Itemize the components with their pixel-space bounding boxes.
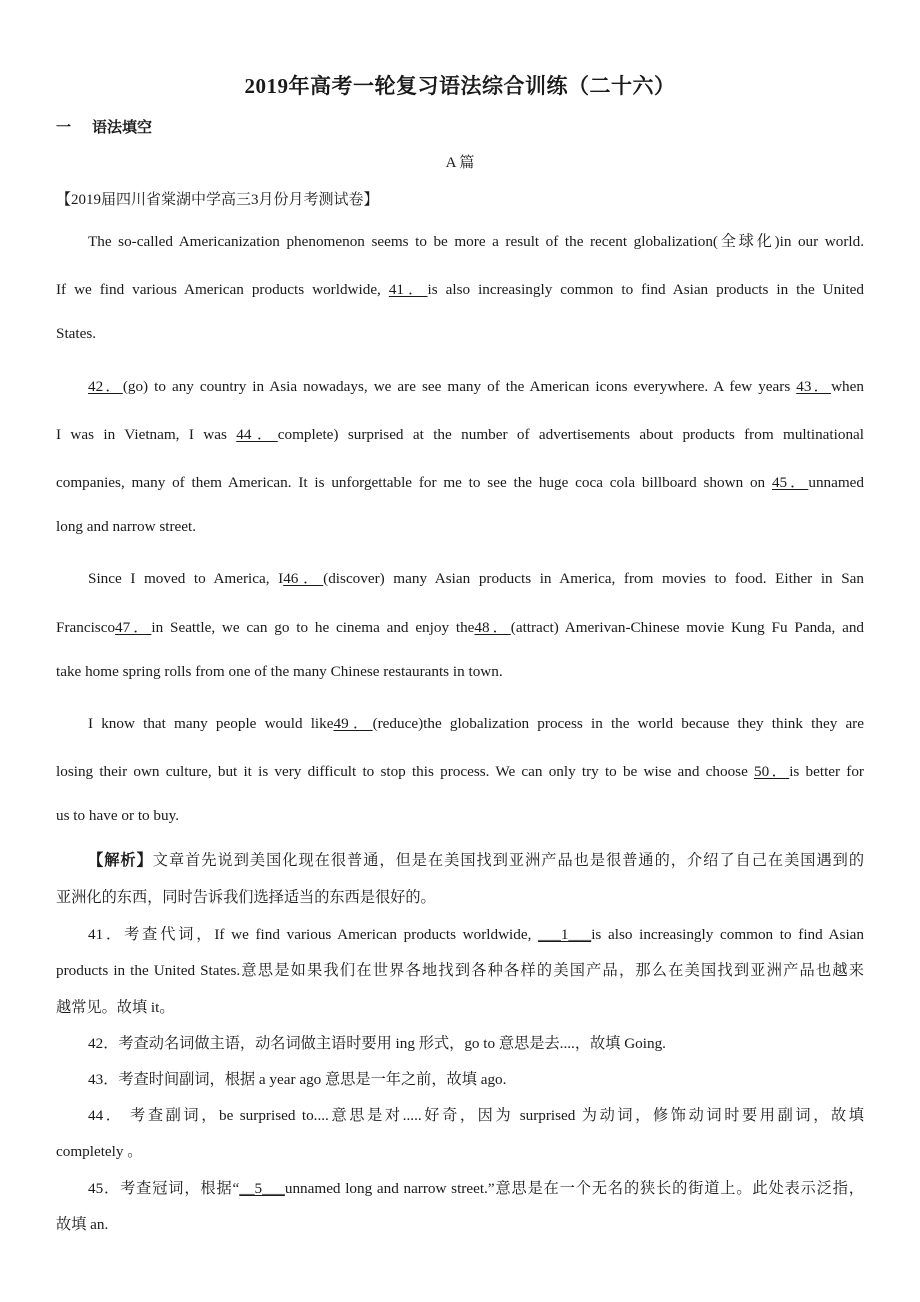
passage-p1-line1: The so-called Americanization phenomenon seems to be more a result of the recent globalization(全球化)in our world. bbox=[88, 233, 864, 250]
passage-p2-line2: I was in Vietnam, I was 44．complete) surprised at the number of advertisements about products from multinational bbox=[56, 426, 865, 443]
analysis-blank-5: __5___ bbox=[239, 1180, 285, 1197]
blank-44: 44． bbox=[236, 426, 278, 443]
passage-p2-line3: companies, many of them American. It is unforgettable for me to see the huge coca cola billboard shown on 45．unnamed bbox=[56, 474, 865, 491]
section-heading bbox=[56, 116, 152, 137]
passage-p3-line2: Francisco47．in Seattle, we can go to he cinema and enjoy the48．(attract) Amerivan-Chinese movie Kung Fu Panda, and bbox=[56, 619, 865, 636]
analysis-42: 42．考查动名词做主语，动名词做主语时要用 ing 形式，go to 意思是去....，故填 Going. bbox=[88, 1035, 666, 1052]
passage-p3-line3: take home spring rolls from one of the many Chinese restaurants in town. bbox=[56, 663, 503, 680]
blank-46: 46． bbox=[283, 570, 324, 587]
section-label: 语法填空 bbox=[92, 120, 153, 136]
analysis-tag: 【解析】 bbox=[88, 852, 153, 869]
passage-p1-line2: If we find various American products worldwide, 41．is also increasingly common to find Asian products in the United bbox=[56, 281, 865, 298]
analysis-45-line2: 故填 an. bbox=[56, 1216, 109, 1233]
page-title: 2019年高考一轮复习语法综合训练（二十六） bbox=[244, 74, 676, 98]
passage-p4-line2: losing their own culture, but it is very difficult to stop this process. We can only try to be wise and choose 50．is better for bbox=[56, 763, 864, 780]
blank-41: 41． bbox=[388, 281, 428, 298]
analysis-blank-1: ___1___ bbox=[538, 926, 592, 943]
blank-49: 49． bbox=[333, 715, 373, 732]
blank-45: 45． bbox=[771, 474, 809, 491]
passage-p4-line3: us to have or to buy. bbox=[56, 807, 180, 824]
analysis-41-line2: products in the United States.意思是如果我们在世界各地找到各种各样的美国产品，那么在美国找到亚洲产品也越来 bbox=[56, 962, 864, 979]
analysis-45-line1: 45．考查冠词，根据“__5___unnamed long and narrow street.”意思是在一个无名的狭长的街道上。此处表示泛指， bbox=[88, 1180, 864, 1197]
analysis-41-line3: 越常见。故填 it。 bbox=[56, 999, 175, 1016]
analysis-41-line1: 41．考查代词，If we find various American products worldwide, ___1___is also increasingly common to find Asian bbox=[88, 926, 864, 943]
section-number: 一 bbox=[56, 120, 72, 136]
blank-47: 47． bbox=[115, 619, 152, 636]
blank-42: 42． bbox=[88, 378, 123, 395]
passage-p3-line1: Since I moved to America, I46．(discover) many Asian products in America, from movies to food. Either in San bbox=[88, 570, 865, 587]
passage-p4-line1: I know that many people would like49．(reduce)the globalization process in the world because they think they are bbox=[88, 715, 864, 732]
analysis-44-line2: completely 。 bbox=[56, 1143, 143, 1160]
blank-48: 48． bbox=[474, 619, 511, 636]
analysis-intro-line1: 【解析】文章首先说到美国化现在很普通，但是在美国找到亚洲产品也是很普通的，介绍了自己在美国遇到的 bbox=[88, 852, 864, 869]
passage-p1-line3: States. bbox=[56, 325, 97, 342]
passage-p2-line4: long and narrow street. bbox=[56, 518, 197, 535]
source-line: 【2019届四川省棠湖中学高三3月份月考测试卷】 bbox=[56, 192, 379, 208]
analysis-43: 43．考查时间副词，根据 a year ago 意思是一年之前，故填 ago. bbox=[88, 1071, 507, 1088]
blank-50: 50． bbox=[754, 763, 790, 780]
blank-43: 43． bbox=[796, 378, 832, 395]
analysis-intro-line2: 亚洲化的东西，同时告诉我们选择适当的东西是很好的。 bbox=[56, 889, 436, 906]
passage-label: A 篇 bbox=[445, 155, 475, 171]
analysis-44-line1: 44． 考查副词，be surprised to....意思是对.....好奇，因为 surprised 为动词，修饰动词时要用副词，故填 bbox=[88, 1107, 864, 1124]
passage-p2-line1: 42．(go) to any country in Asia nowadays, we are see many of the American icons everywhere. A few years 43．when bbox=[88, 378, 864, 395]
